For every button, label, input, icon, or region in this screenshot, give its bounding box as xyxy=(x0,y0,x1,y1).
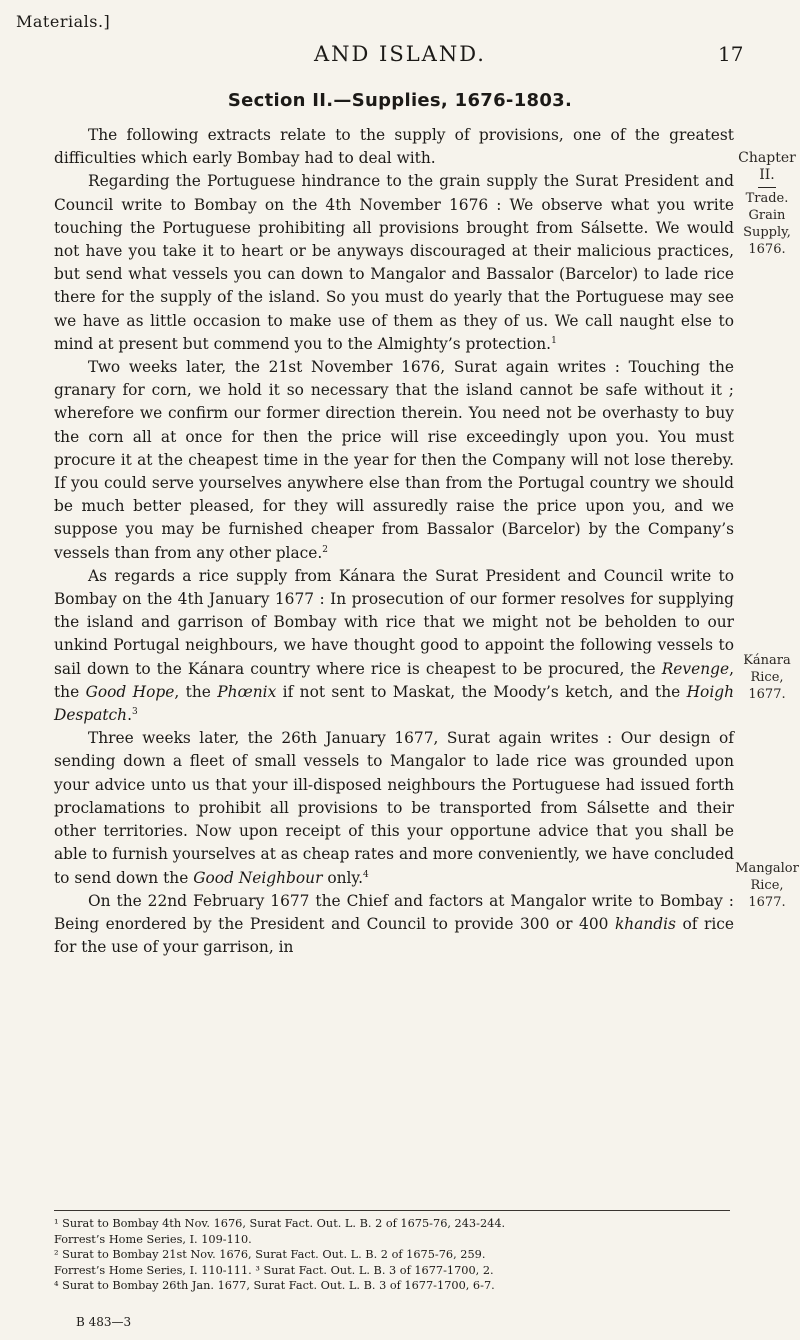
unit-term: khandis xyxy=(614,914,676,933)
footnotes xyxy=(54,1216,744,1294)
footnote-divider xyxy=(54,1210,730,1211)
paragraph: On the 22nd February 1677 the Chief and factors at Mangalor write to Bombay : Being enordered by the President and Council to provide 300 or 400 khandis of rice for the use of your garrison, in xyxy=(54,891,734,957)
section-title: Section II.—Supplies, 1676-1803. xyxy=(227,90,573,111)
footnote-ref: 1 xyxy=(551,335,557,346)
body-text xyxy=(54,124,734,959)
footnote-line: ⁴ Surat to Bombay 26th Jan. 1677, Surat Fact. Out. L. B. 3 of 1677-1700, 6-7. xyxy=(54,1279,495,1293)
margin-note-kanara: Kánara Rice, 1677. xyxy=(743,653,791,702)
printer-signature: B 483—3 xyxy=(76,1315,132,1329)
margin-note-chapter: Chapter II. Trade. Grain Supply, 1676. xyxy=(738,150,796,257)
footnote-line: Forrest’s Home Series, I. 109-110. xyxy=(54,1232,252,1246)
footnote-ref: 3 xyxy=(132,706,138,717)
ship-name: Revenge xyxy=(661,659,730,678)
paragraph: Three weeks later, the 26th January 1677, Surat again writes : Our design of sending down a fleet of small vessels to Mangalor to lade rice was grounded upon your advice unto us that your ill-disposed neighbours the Portuguese had issued forth proclamations to prohibit all provisions to be transported from Sálsette and their other territories. Now upon receipt of this your opportune advice that you shall be able to furnish yourselves at as cheap rates and more conveniently, we have concluded to send down the Good Neighbour only.$^4$ xyxy=(54,729,735,887)
ship-name: Good Hope xyxy=(85,682,175,701)
ship-name: Good Neighbour xyxy=(193,868,323,887)
page-number: 17 xyxy=(718,42,744,66)
footnote-line: Forrest’s Home Series, I. 110-111. ³ Surat Fact. Out. L. B. 3 of 1677-1700, 2. xyxy=(54,1263,494,1277)
footnote-line: ¹ Surat to Bombay 4th Nov. 1676, Surat Fact. Out. L. B. 2 of 1675-76, 243-244. xyxy=(54,1217,506,1230)
paragraph: Two weeks later, the 21st November 1676, Surat again writes : Touching the granary for corn, we hold it so necessary that the island cannot be safe without it ; wherefore we confirm our former direction therein. You need not be overhasty to buy the corn all at once for then the price will rise exceedingly upon you. You must procure it at the cheapest time in the year for then the Company will not lose thereby. If you could serve yourselves anywhere else than from the Portugal country we should be much better pleased, for they will assuredly raise the price upon you, and we suppose you may be furnished cheaper from Bassalor (Barcelor) by the Company’s vessels than from any other place.$^2$ xyxy=(54,358,734,562)
ship-name: Hoigh Despatch xyxy=(54,682,734,725)
running-head-left: Materials.] xyxy=(16,12,111,31)
ship-name: Phœnix xyxy=(217,682,277,701)
footnote-ref: 4 xyxy=(362,869,369,880)
paragraph: As regards a rice supply from Kánara the Surat President and Council write to Bombay on the 4th January 1677 : In prosecution of our former resolves for supplying the island and garrison of Bombay with rice that we might not be beholden to our unkind Portugal neighbours, we have thought good to appoint the following vessels to sail down to the Kánara country where rice is cheapest to be procured, the Revenge, the Good Hope, the Phœnix if not sent to Maskat, the Moody’s ketch, and the Hoigh Despatch.$^3$ xyxy=(54,566,734,725)
running-head-title: AND ISLAND. xyxy=(314,42,486,66)
margin-note-mangalor: Mangalor Rice, 1677. xyxy=(735,861,799,910)
footnote-ref: 2 xyxy=(322,544,329,555)
paragraph: The following extracts relate to the supply of provisions, one of the greatest difficulties which early Bombay had to deal with. xyxy=(54,126,734,168)
margin-rule xyxy=(758,187,776,188)
paragraph: Regarding the Portuguese hindrance to the grain supply the Surat President and Council write to Bombay on the 4th November 1676 : We observe what you write touching the Portuguese prohibiting all provisions brought from Sálsette. We would not have you take it to heart or be anyways discouraged at their malicious practices, but send what vessels you can down to Mangalor and Bassalor (Barcelor) to lade rice there for the supply of the island. So you must do yearly that the Portuguese may see we have as little occasion to make use of them as they of us. We call naught else to mind at present but commend you to the Almighty’s protection.$^1$ xyxy=(54,172,734,353)
footnote-line: ² Surat to Bombay 21st Nov. 1676, Surat Fact. Out. L. B. 2 of 1675-76, 259. xyxy=(54,1248,486,1262)
